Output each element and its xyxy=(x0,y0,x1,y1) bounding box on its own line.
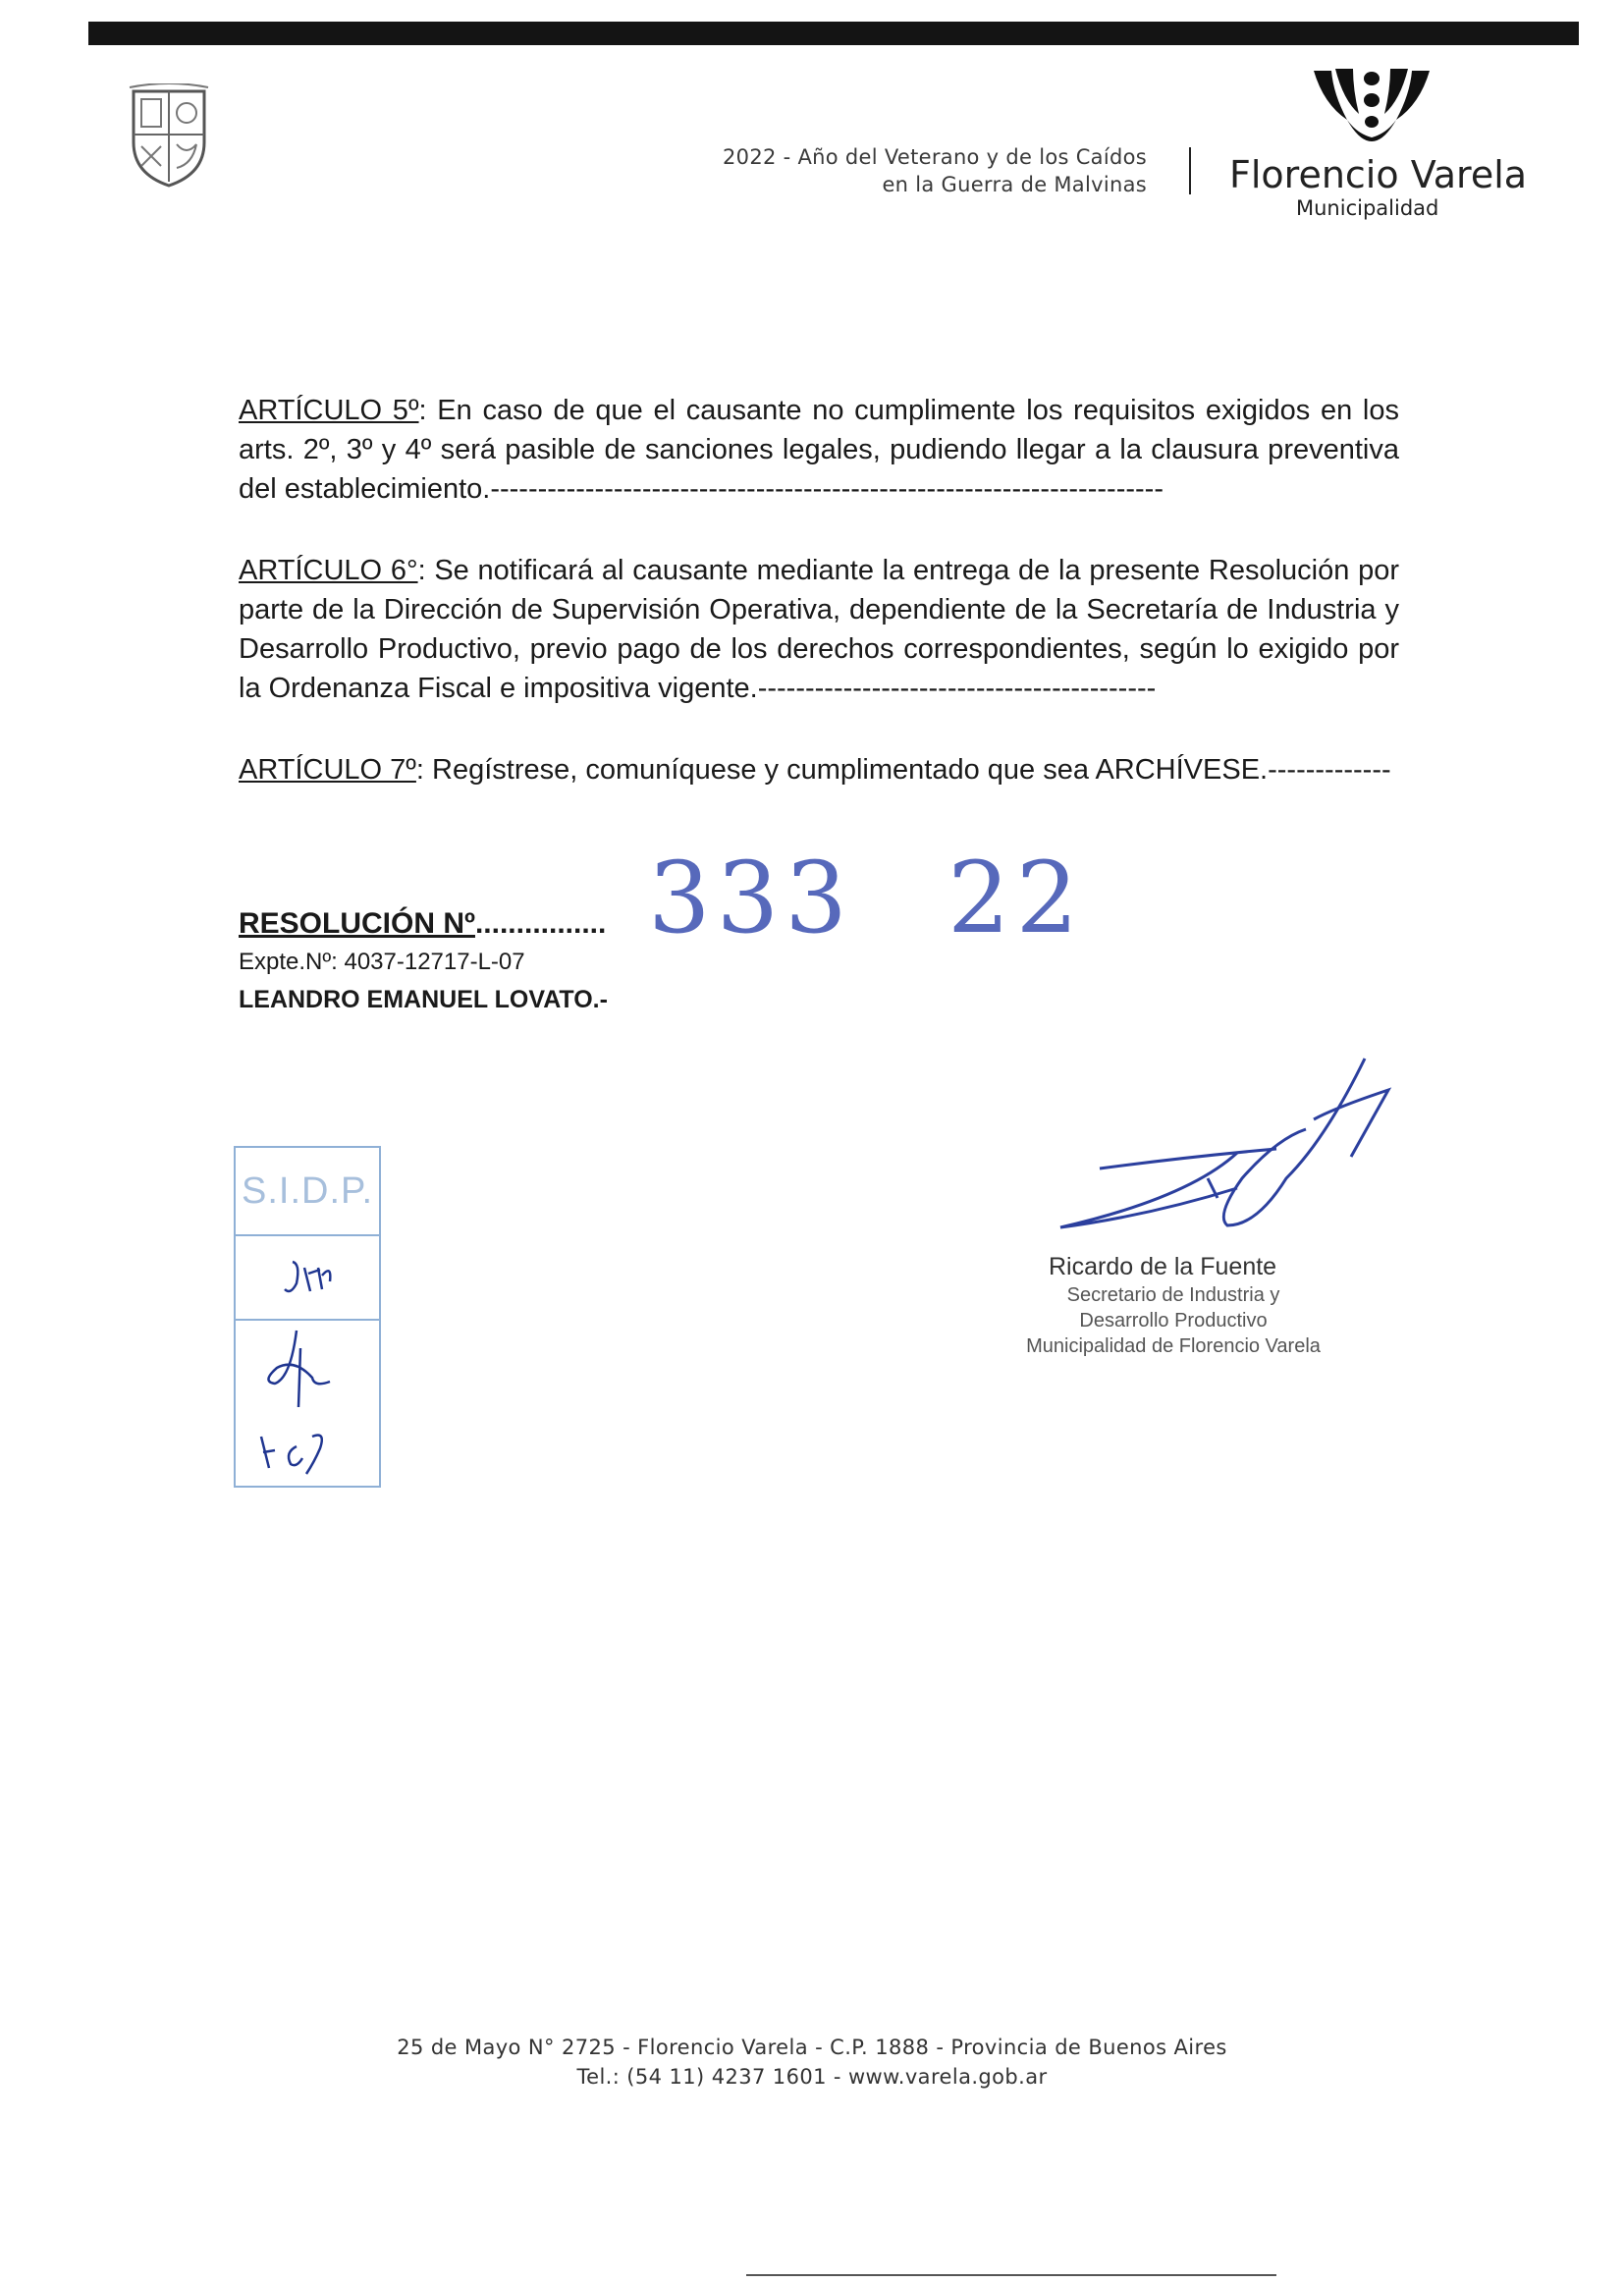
header-motto xyxy=(723,143,1147,198)
signatory-title-line-2: Desarrollo Productivo xyxy=(1079,1310,1268,1332)
brand-subtitle: Municipalidad xyxy=(1296,196,1439,220)
signatory-title-line-1: Secretario de Industria y xyxy=(1066,1284,1280,1306)
resolution-stamp-year: 22 xyxy=(947,841,1085,955)
article-7-label: ARTÍCULO 7º xyxy=(239,754,416,786)
article-5 xyxy=(239,391,1399,509)
bottom-edge-line xyxy=(746,2274,1276,2276)
sidp-stamp xyxy=(234,1146,381,1488)
footer-line-1: 25 de Mayo N° 2725 - Florencio Varela - C.P. 1888 - Provincia de Buenos Aires xyxy=(397,2036,1227,2059)
article-6-text: : Se notificará al causante mediante la entrega de la presente Resolución por parte de la Dirección de Supervisión Operativa, dependiente de la Secretaría de Industria y Desarrollo Productivo, previo pago de los derechos correspondientes, según lo exigido por la Ordenanza Fiscal e impositiva vigente.------------------------------------------ xyxy=(239,555,1400,704)
florencio-varela-logo-icon xyxy=(1304,65,1439,161)
article-5-text: : En caso de que el causante no cumplimente los requisitos exigidos en los arts. 2º, 3º y 4º será pasible de sanciones legales, pudiendo llegar a la clausura preventiva del establecimiento.----------------------------------------------------------------------- xyxy=(239,395,1400,505)
motto-line-2: en la Guerra de Malvinas xyxy=(882,173,1147,196)
municipal-crest-icon xyxy=(128,83,210,190)
sidp-stamp-title: S.I.D.P. xyxy=(236,1148,379,1236)
stamp-initials-image xyxy=(236,1234,379,1321)
article-6-label: ARTÍCULO 6° xyxy=(239,555,418,586)
brand-name: Florencio Varela xyxy=(1229,153,1528,196)
resolution-dots: ................ xyxy=(474,907,607,940)
article-7 xyxy=(239,750,1399,789)
motto-line-1: 2022 - Año del Veterano y de los Caídos xyxy=(723,145,1147,169)
resolution-stamp-number: 333 xyxy=(648,841,853,955)
signatory-title xyxy=(1011,1282,1335,1359)
article-7-text: : Regístrese, comuníquese y cumplimentado que sea ARCHÍVESE.------------- xyxy=(415,754,1391,786)
signatory-title-line-3: Municipalidad de Florencio Varela xyxy=(1026,1335,1321,1357)
footer-line-2: Tel.: (54 11) 4237 1601 - www.varela.gob.ar xyxy=(576,2065,1048,2089)
top-border-bar xyxy=(88,22,1579,45)
stamp-signature-image xyxy=(236,1319,379,1486)
article-6 xyxy=(239,551,1399,708)
signatory-name: Ricardo de la Fuente xyxy=(1049,1253,1277,1280)
footer-address xyxy=(0,2033,1624,2092)
expediente-number: Expte.Nº: 4037-12717-L-07 xyxy=(239,949,525,975)
person-name: LEANDRO EMANUEL LOVATO.- xyxy=(239,986,608,1013)
signature-image xyxy=(1041,1051,1404,1247)
resolution-label: RESOLUCIÓN Nº xyxy=(239,907,475,940)
header-divider xyxy=(1189,147,1191,194)
article-5-label: ARTÍCULO 5º xyxy=(239,395,419,426)
